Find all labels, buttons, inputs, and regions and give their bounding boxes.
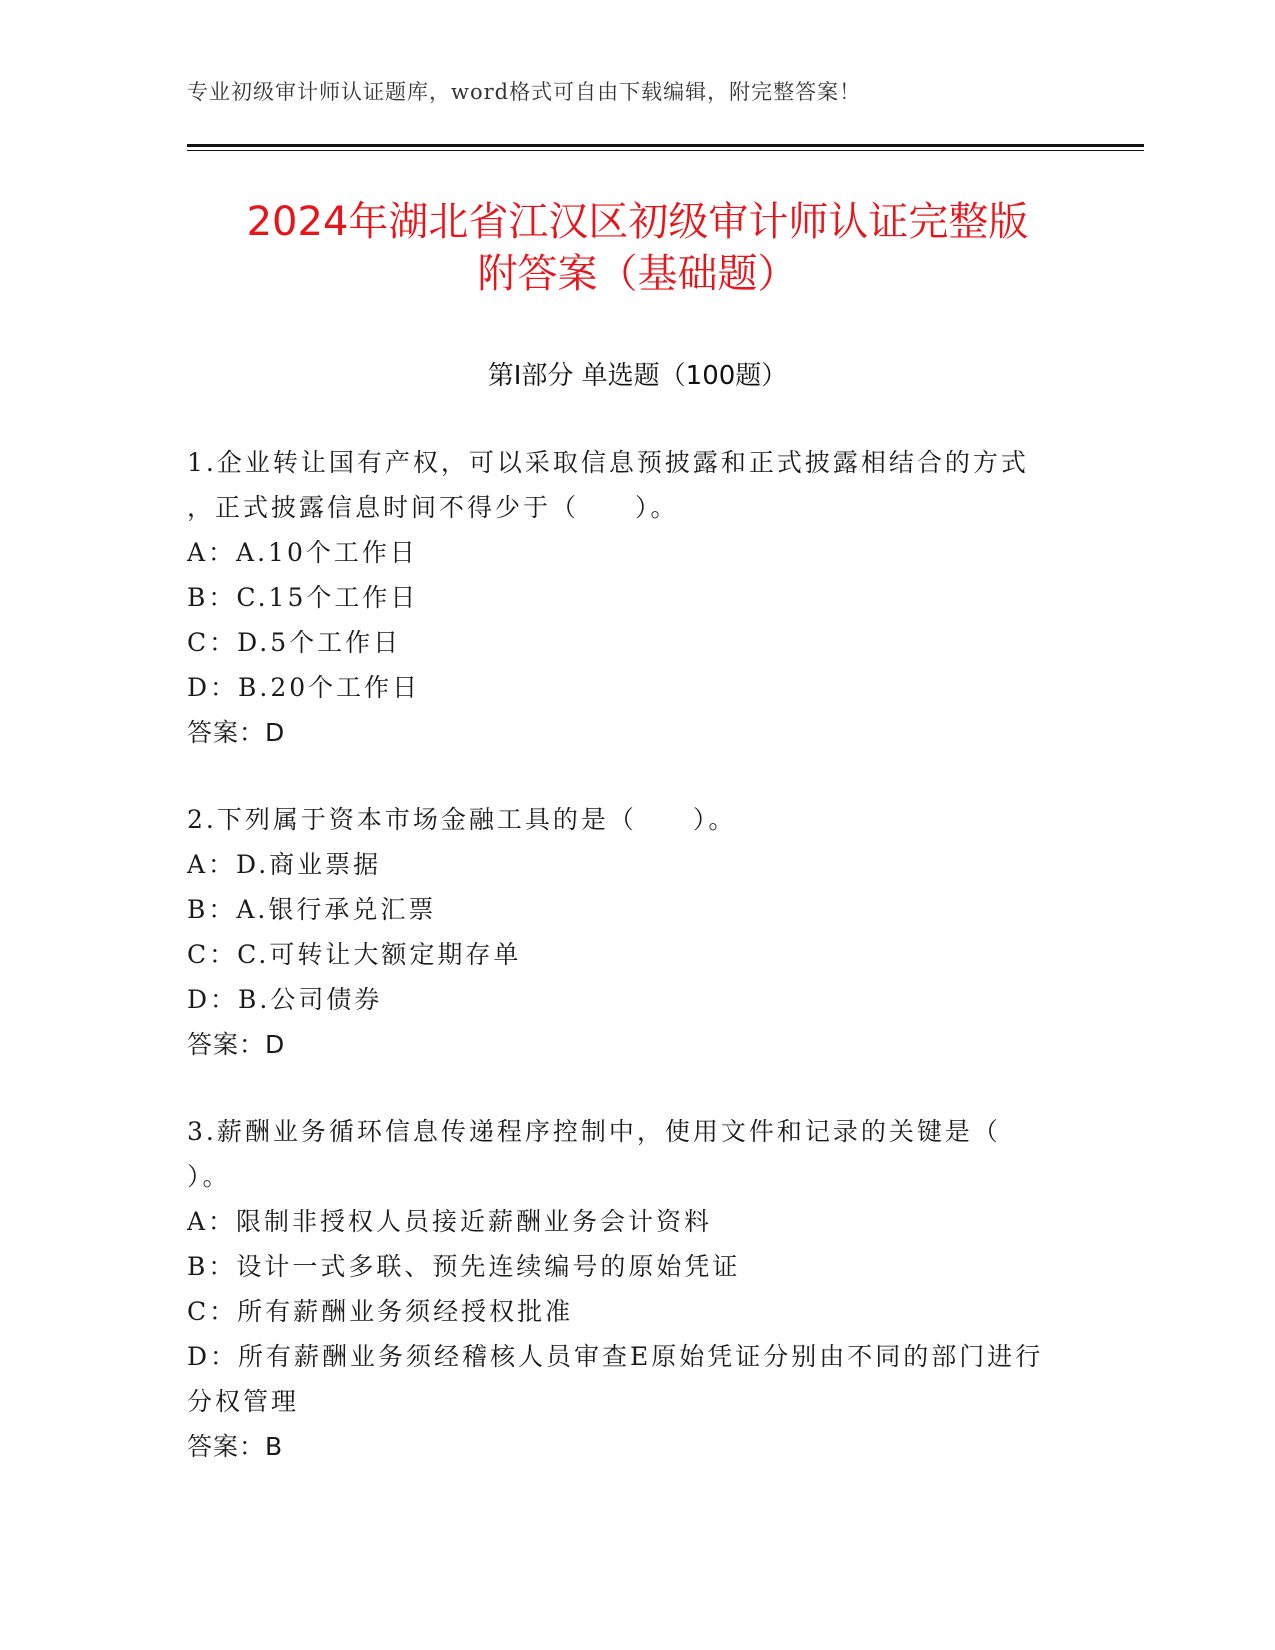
option-d: D：所有薪酬业务须经稽核人员审查E原始凭证分别由不同的部门进行 xyxy=(187,1342,1044,1371)
answer-line: 答案：B xyxy=(187,1432,284,1461)
option-b: B：A.银行承兑汇票 xyxy=(187,895,437,924)
header-note: 专业初级审计师认证题库，word格式可自由下载编辑，附完整答案！ xyxy=(187,80,862,104)
question-stem-continued: ，正式披露信息时间不得少于（ ）。 xyxy=(187,493,679,522)
option-d: D：B.公司债券 xyxy=(187,985,383,1014)
question-stem: 3.薪酬业务循环信息传递程序控制中，使用文件和记录的关键是（ xyxy=(187,1117,1001,1146)
header-rule-thin xyxy=(187,150,1144,151)
question-stem: 1.企业转让国有产权，可以采取信息预披露和正式披露相结合的方式 xyxy=(187,448,1029,477)
title-line-2: 附答案（基础题） xyxy=(477,251,798,297)
header-rule-thick xyxy=(187,144,1144,147)
option-d: D：B.20个工作日 xyxy=(187,673,421,702)
question-1 xyxy=(187,440,1067,755)
option-b: B：设计一式多联、预先连续编号的原始凭证 xyxy=(187,1252,741,1281)
option-c: C：D.5个工作日 xyxy=(187,628,402,657)
option-a: A：D.商业票据 xyxy=(187,850,382,879)
option-a: A：A.10个工作日 xyxy=(187,538,418,567)
option-c: C：C.可转让大额定期存单 xyxy=(187,940,522,969)
answer-line: 答案：D xyxy=(187,718,286,747)
question-3 xyxy=(187,1109,1067,1469)
question-list xyxy=(187,440,1067,1511)
question-stem-continued: ）。 xyxy=(187,1162,231,1191)
option-b: B：C.15个工作日 xyxy=(187,583,419,612)
question-stem: 2.下列属于资本市场金融工具的是（ ）。 xyxy=(187,805,737,834)
document-title xyxy=(150,196,1125,300)
option-d-continued: 分权管理 xyxy=(187,1387,300,1416)
option-a: A：限制非授权人员接近薪酬业务会计资料 xyxy=(187,1207,713,1236)
title-line-1: 2024年湖北省江汉区初级审计师认证完整版 xyxy=(246,199,1029,245)
section-heading: 第Ⅰ部分 单选题（100题） xyxy=(487,361,788,391)
option-c: C：所有薪酬业务须经授权批准 xyxy=(187,1297,574,1326)
answer-line: 答案：D xyxy=(187,1030,286,1059)
question-2 xyxy=(187,797,1067,1067)
